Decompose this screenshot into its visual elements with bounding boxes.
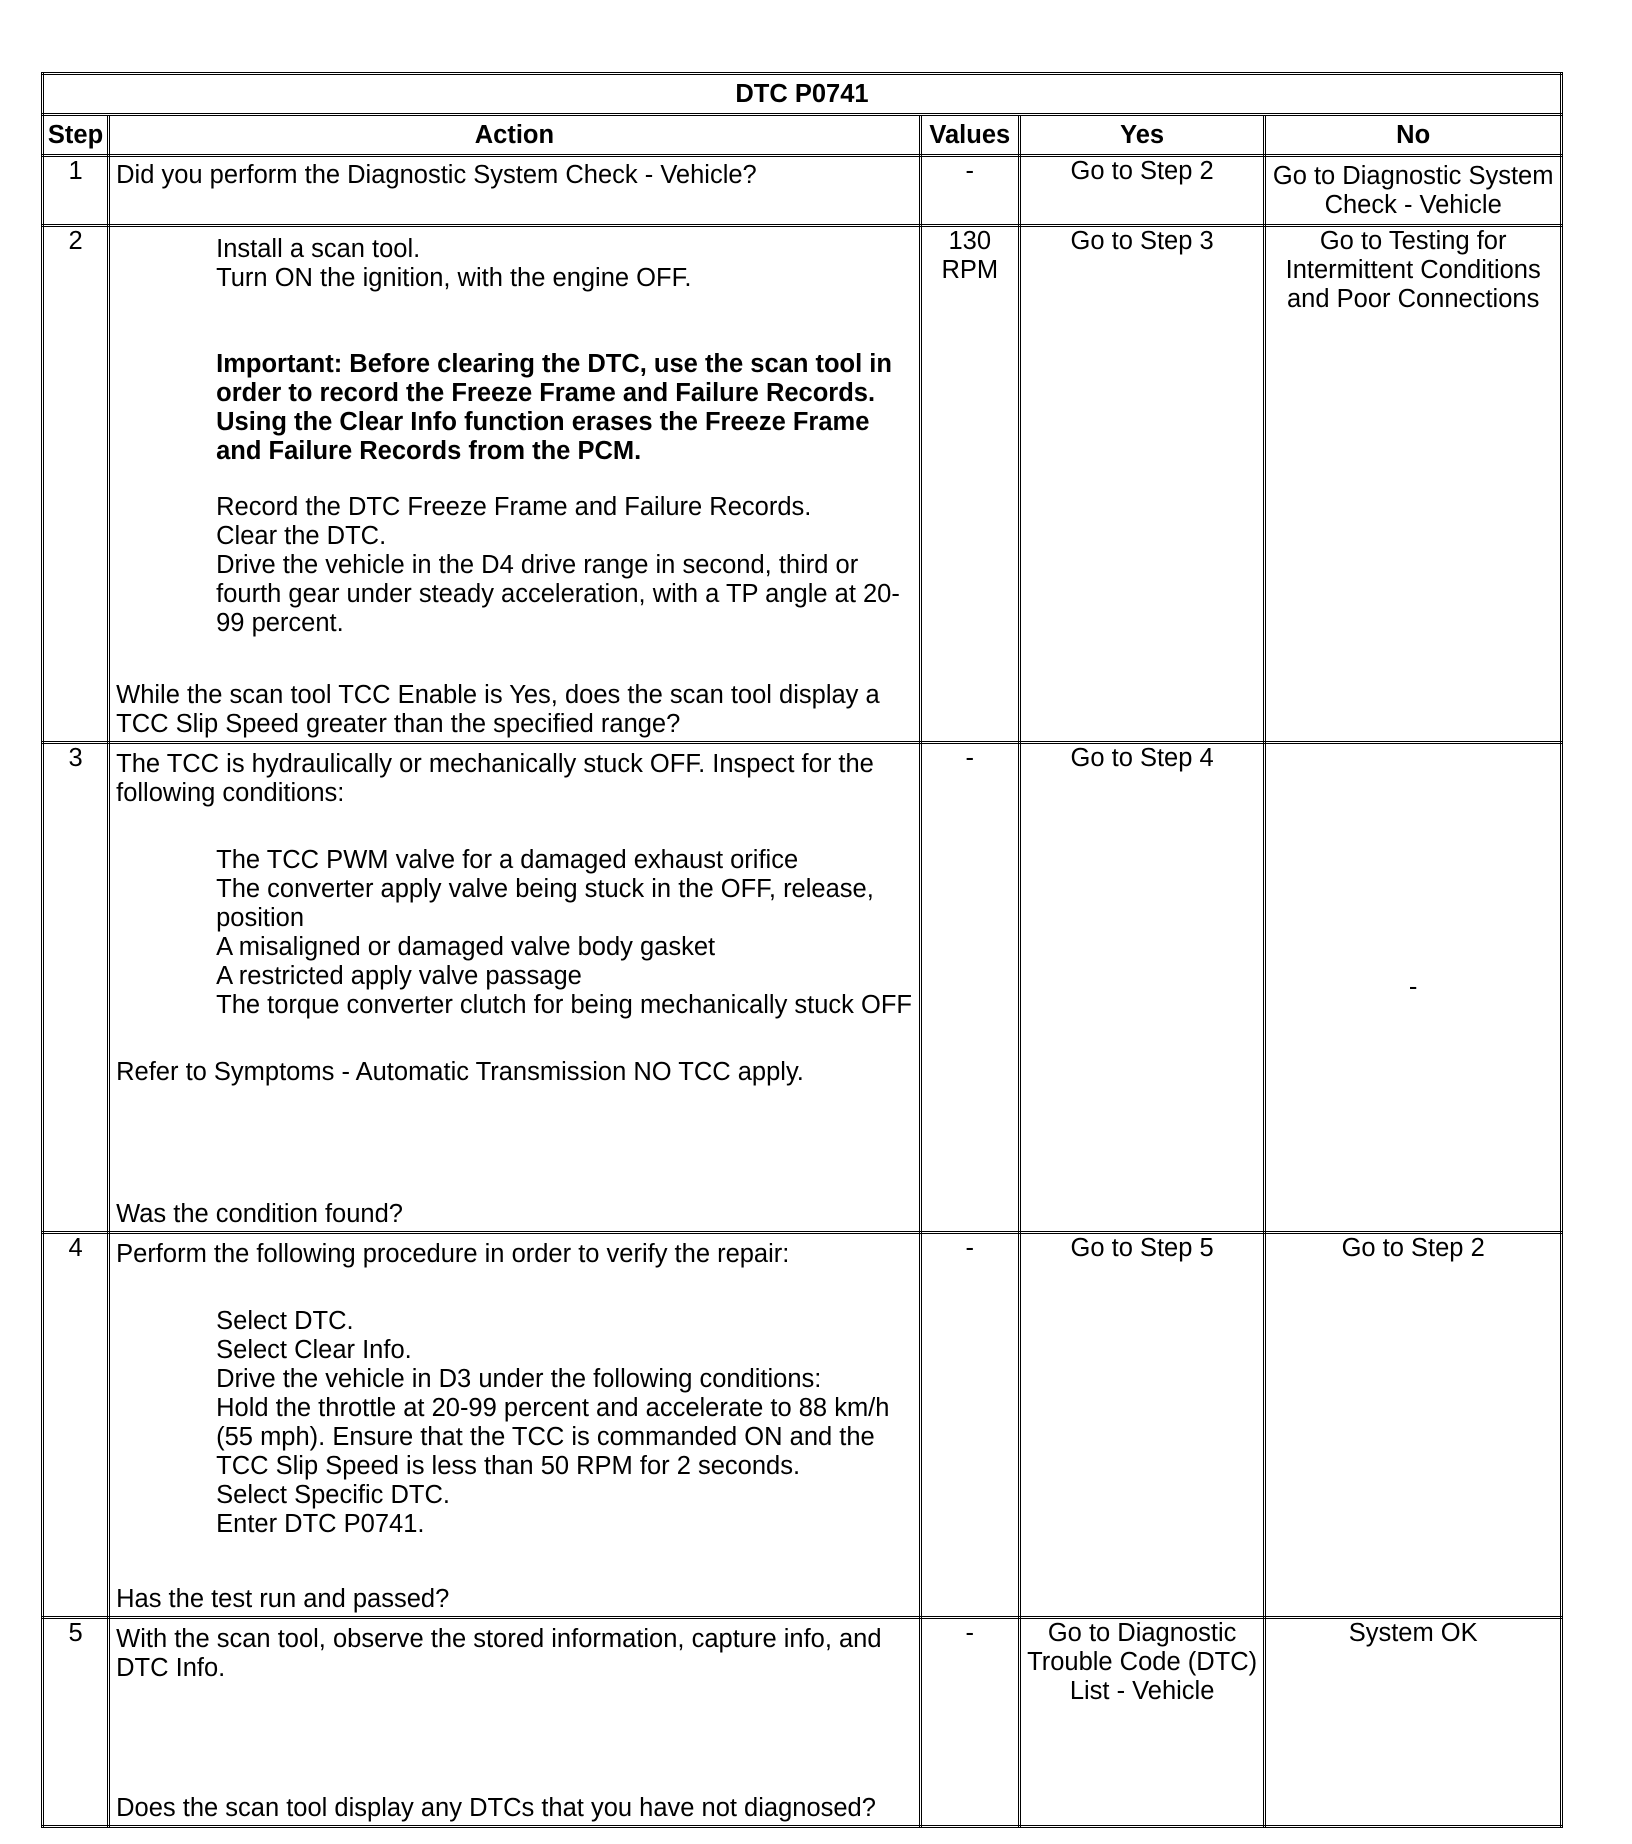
action-step: Drive the vehicle in the D4 drive range in second, third or fourth gear under steady acceleration, with a TP angle at 20-99 percent. — [216, 551, 900, 637]
step-number: 3 — [43, 743, 109, 1233]
action-question: Does the scan tool display any DTCs that you have not diagnosed? — [116, 1794, 876, 1822]
step-number: 1 — [43, 156, 109, 226]
action-step: Select Specific DTC. — [216, 1481, 450, 1509]
values-cell: - — [920, 1233, 1019, 1618]
yes-cell: Go to Step 4 — [1019, 743, 1264, 1233]
no-cell: System OK — [1265, 1618, 1562, 1827]
action-step: Enter DTC P0741. — [216, 1510, 425, 1538]
action-intro: With the scan tool, observe the stored information, capture info, and DTC Info. — [116, 1625, 882, 1682]
action-step: A misaligned or damaged valve body gasket — [216, 933, 716, 961]
dtc-table — [41, 72, 1563, 1828]
values-cell: 130 RPM — [920, 226, 1019, 743]
header-values: Values — [920, 115, 1019, 156]
action-step: The converter apply valve being stuck in the OFF, release, position — [216, 875, 874, 932]
action-step: Clear the DTC. — [216, 522, 387, 550]
action-question: Did you perform the Diagnostic System Check - Vehicle? — [116, 161, 757, 189]
action-question: Has the test run and passed? — [116, 1585, 450, 1613]
action-step: Record the DTC Freeze Frame and Failure Records. — [216, 493, 812, 521]
action-cell — [109, 743, 921, 1233]
no-cell: - — [1265, 743, 1562, 1233]
yes-cell: Go to Step 5 — [1019, 1233, 1264, 1618]
action-step: Select Clear Info. — [216, 1336, 412, 1364]
step-number: 4 — [43, 1233, 109, 1618]
action-cell — [109, 1618, 921, 1827]
action-step: Drive the vehicle in D3 under the following conditions: — [216, 1365, 822, 1393]
no-cell: Go to Step 2 — [1265, 1233, 1562, 1618]
action-cell — [109, 156, 921, 226]
header-no: No — [1265, 115, 1562, 156]
action-refer: Refer to Symptoms - Automatic Transmission NO TCC apply. — [116, 1058, 804, 1086]
action-step: The torque converter clutch for being mechanically stuck OFF — [216, 991, 913, 1019]
action-step: A restricted apply valve passage — [216, 962, 582, 990]
action-step: Install a scan tool. — [216, 235, 421, 263]
table-row — [43, 1233, 1562, 1618]
action-cell — [109, 226, 921, 743]
action-intro: Perform the following procedure in order to verify the repair: — [116, 1240, 790, 1268]
values-cell: - — [920, 156, 1019, 226]
yes-cell: Go to Diagnostic Trouble Code (DTC) List - Vehicle — [1019, 1618, 1264, 1827]
action-intro: The TCC is hydraulically or mechanically stuck OFF. Inspect for the following conditions: — [116, 750, 874, 807]
table-row — [43, 1618, 1562, 1827]
yes-cell: Go to Step 3 — [1019, 226, 1264, 743]
important-note: Important: Before clearing the DTC, use the scan tool in order to record the Freeze Frame and Failure Records. Using the Clear Info function erases the Freeze Frame and Failure Records from the PCM. — [216, 350, 892, 465]
header-action: Action — [109, 115, 921, 156]
values-cell: - — [920, 743, 1019, 1233]
action-step: Turn ON the ignition, with the engine OFF. — [216, 264, 692, 292]
header-yes: Yes — [1019, 115, 1264, 156]
step-number: 5 — [43, 1618, 109, 1827]
table-title: DTC P0741 — [43, 74, 1562, 115]
values-cell: - — [920, 1618, 1019, 1827]
action-question: Was the condition found? — [116, 1200, 403, 1228]
table-row — [43, 226, 1562, 743]
action-question: While the scan tool TCC Enable is Yes, does the scan tool display a TCC Slip Speed greater than the specified range? — [116, 681, 880, 738]
header-step: Step — [43, 115, 109, 156]
no-cell: Go to Testing for Intermittent Conditions and Poor Connections — [1265, 226, 1562, 743]
action-cell — [109, 1233, 921, 1618]
action-step: Select DTC. — [216, 1307, 354, 1335]
action-step: The TCC PWM valve for a damaged exhaust orifice — [216, 846, 799, 874]
table-row — [43, 743, 1562, 1233]
no-cell: Go to Diagnostic System Check - Vehicle — [1265, 156, 1562, 226]
table-row — [43, 156, 1562, 226]
yes-cell: Go to Step 2 — [1019, 156, 1264, 226]
action-step: Hold the throttle at 20-99 percent and accelerate to 88 km/h (55 mph). Ensure that the TCC is commanded ON and the TCC Slip Speed is less than 50 RPM for 2 seconds. — [216, 1394, 890, 1480]
step-number: 2 — [43, 226, 109, 743]
